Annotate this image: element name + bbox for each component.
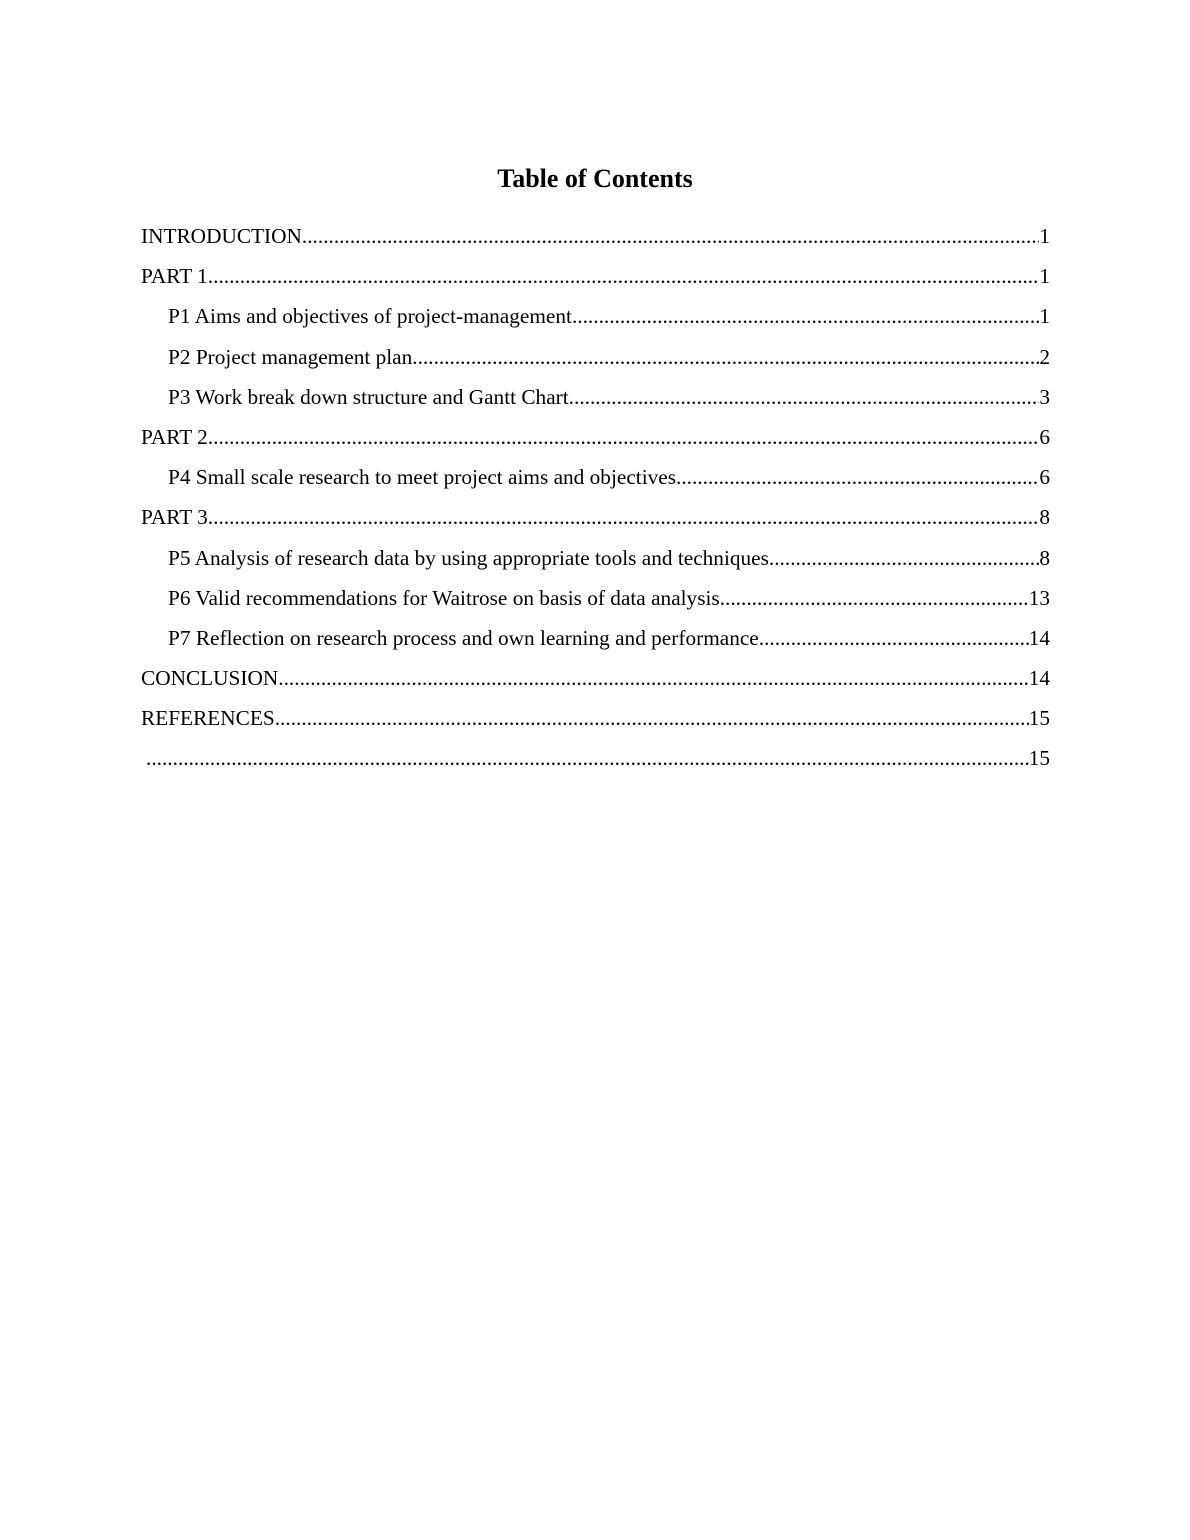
dot-leader: [208, 501, 1040, 533]
toc-entry-page: 14: [1028, 625, 1050, 650]
toc-entry-page: 1: [1039, 264, 1050, 289]
dot-leader: [275, 702, 1029, 734]
toc-entry-page: 14: [1028, 666, 1050, 691]
toc-entry-page: 6: [1039, 424, 1050, 449]
toc-entry-part-3[interactable]: [141, 501, 1050, 541]
toc-entry-page: 1: [1039, 224, 1050, 248]
toc-entry-page: 1: [1039, 304, 1050, 329]
dot-leader: [208, 260, 1040, 292]
toc-entry-label: INTRODUCTION: [141, 224, 302, 248]
dot-leader: [676, 461, 1039, 493]
dot-leader: [759, 622, 1029, 654]
toc-entry-label: P1 Aims and objectives of project-management: [168, 304, 572, 329]
toc-entry-label: PART 2: [141, 424, 208, 449]
dot-leader: [146, 742, 1029, 774]
toc-entry-label: P2 Project management plan: [168, 344, 413, 369]
table-of-contents: [141, 220, 1050, 783]
toc-entry-unlabeled[interactable]: [141, 742, 1050, 782]
toc-entry-label: P3 Work break down structure and Gantt Chart: [168, 384, 569, 409]
toc-entry-part-1[interactable]: [141, 260, 1050, 300]
toc-entry-label: CONCLUSION: [141, 666, 279, 691]
toc-entry-page: 6: [1039, 465, 1050, 490]
toc-entry-label: PART 1: [141, 264, 208, 289]
dot-leader: [720, 582, 1029, 614]
dot-leader: [208, 421, 1040, 453]
dot-leader: [278, 662, 1028, 694]
toc-entry-introduction[interactable]: [141, 220, 1050, 260]
page-title: Table of Contents: [497, 164, 693, 193]
toc-entry-label: P7 Reflection on research process and own learning and performance: [168, 625, 759, 650]
toc-entry-p5[interactable]: [141, 542, 1050, 582]
toc-entry-label: P5 Analysis of research data by using appropriate tools and techniques: [168, 545, 769, 570]
dot-leader: [302, 220, 1039, 252]
toc-entry-label: P4 Small scale research to meet project aims and objectives: [168, 465, 676, 490]
dot-leader: [769, 542, 1039, 574]
toc-entry-page: 3: [1039, 384, 1050, 409]
toc-entry-p2[interactable]: [141, 341, 1050, 381]
toc-entry-page: 8: [1039, 545, 1050, 570]
dot-leader: [412, 341, 1039, 373]
toc-entry-p3[interactable]: [141, 381, 1050, 421]
toc-entry-conclusion[interactable]: [141, 662, 1050, 702]
toc-entry-references[interactable]: [141, 702, 1050, 742]
toc-entry-part-2[interactable]: [141, 421, 1050, 461]
toc-entry-page: 15: [1028, 706, 1050, 731]
toc-entry-page: 2: [1039, 344, 1050, 369]
dot-leader: [569, 381, 1040, 413]
toc-entry-page: 8: [1039, 505, 1050, 530]
toc-entry-label: P6 Valid recommendations for Waitrose on basis of data analysis: [168, 585, 720, 610]
toc-entry-page: 13: [1028, 585, 1050, 610]
toc-entry-p4[interactable]: [141, 461, 1050, 501]
toc-entry-p1[interactable]: [141, 300, 1050, 340]
toc-entry-page: 15: [1028, 746, 1050, 771]
dot-leader: [572, 300, 1039, 332]
toc-entry-p7[interactable]: [141, 622, 1050, 662]
toc-entry-p6[interactable]: [141, 582, 1050, 622]
toc-entry-label: PART 3: [141, 505, 208, 530]
toc-entry-label: REFERENCES: [141, 706, 275, 731]
